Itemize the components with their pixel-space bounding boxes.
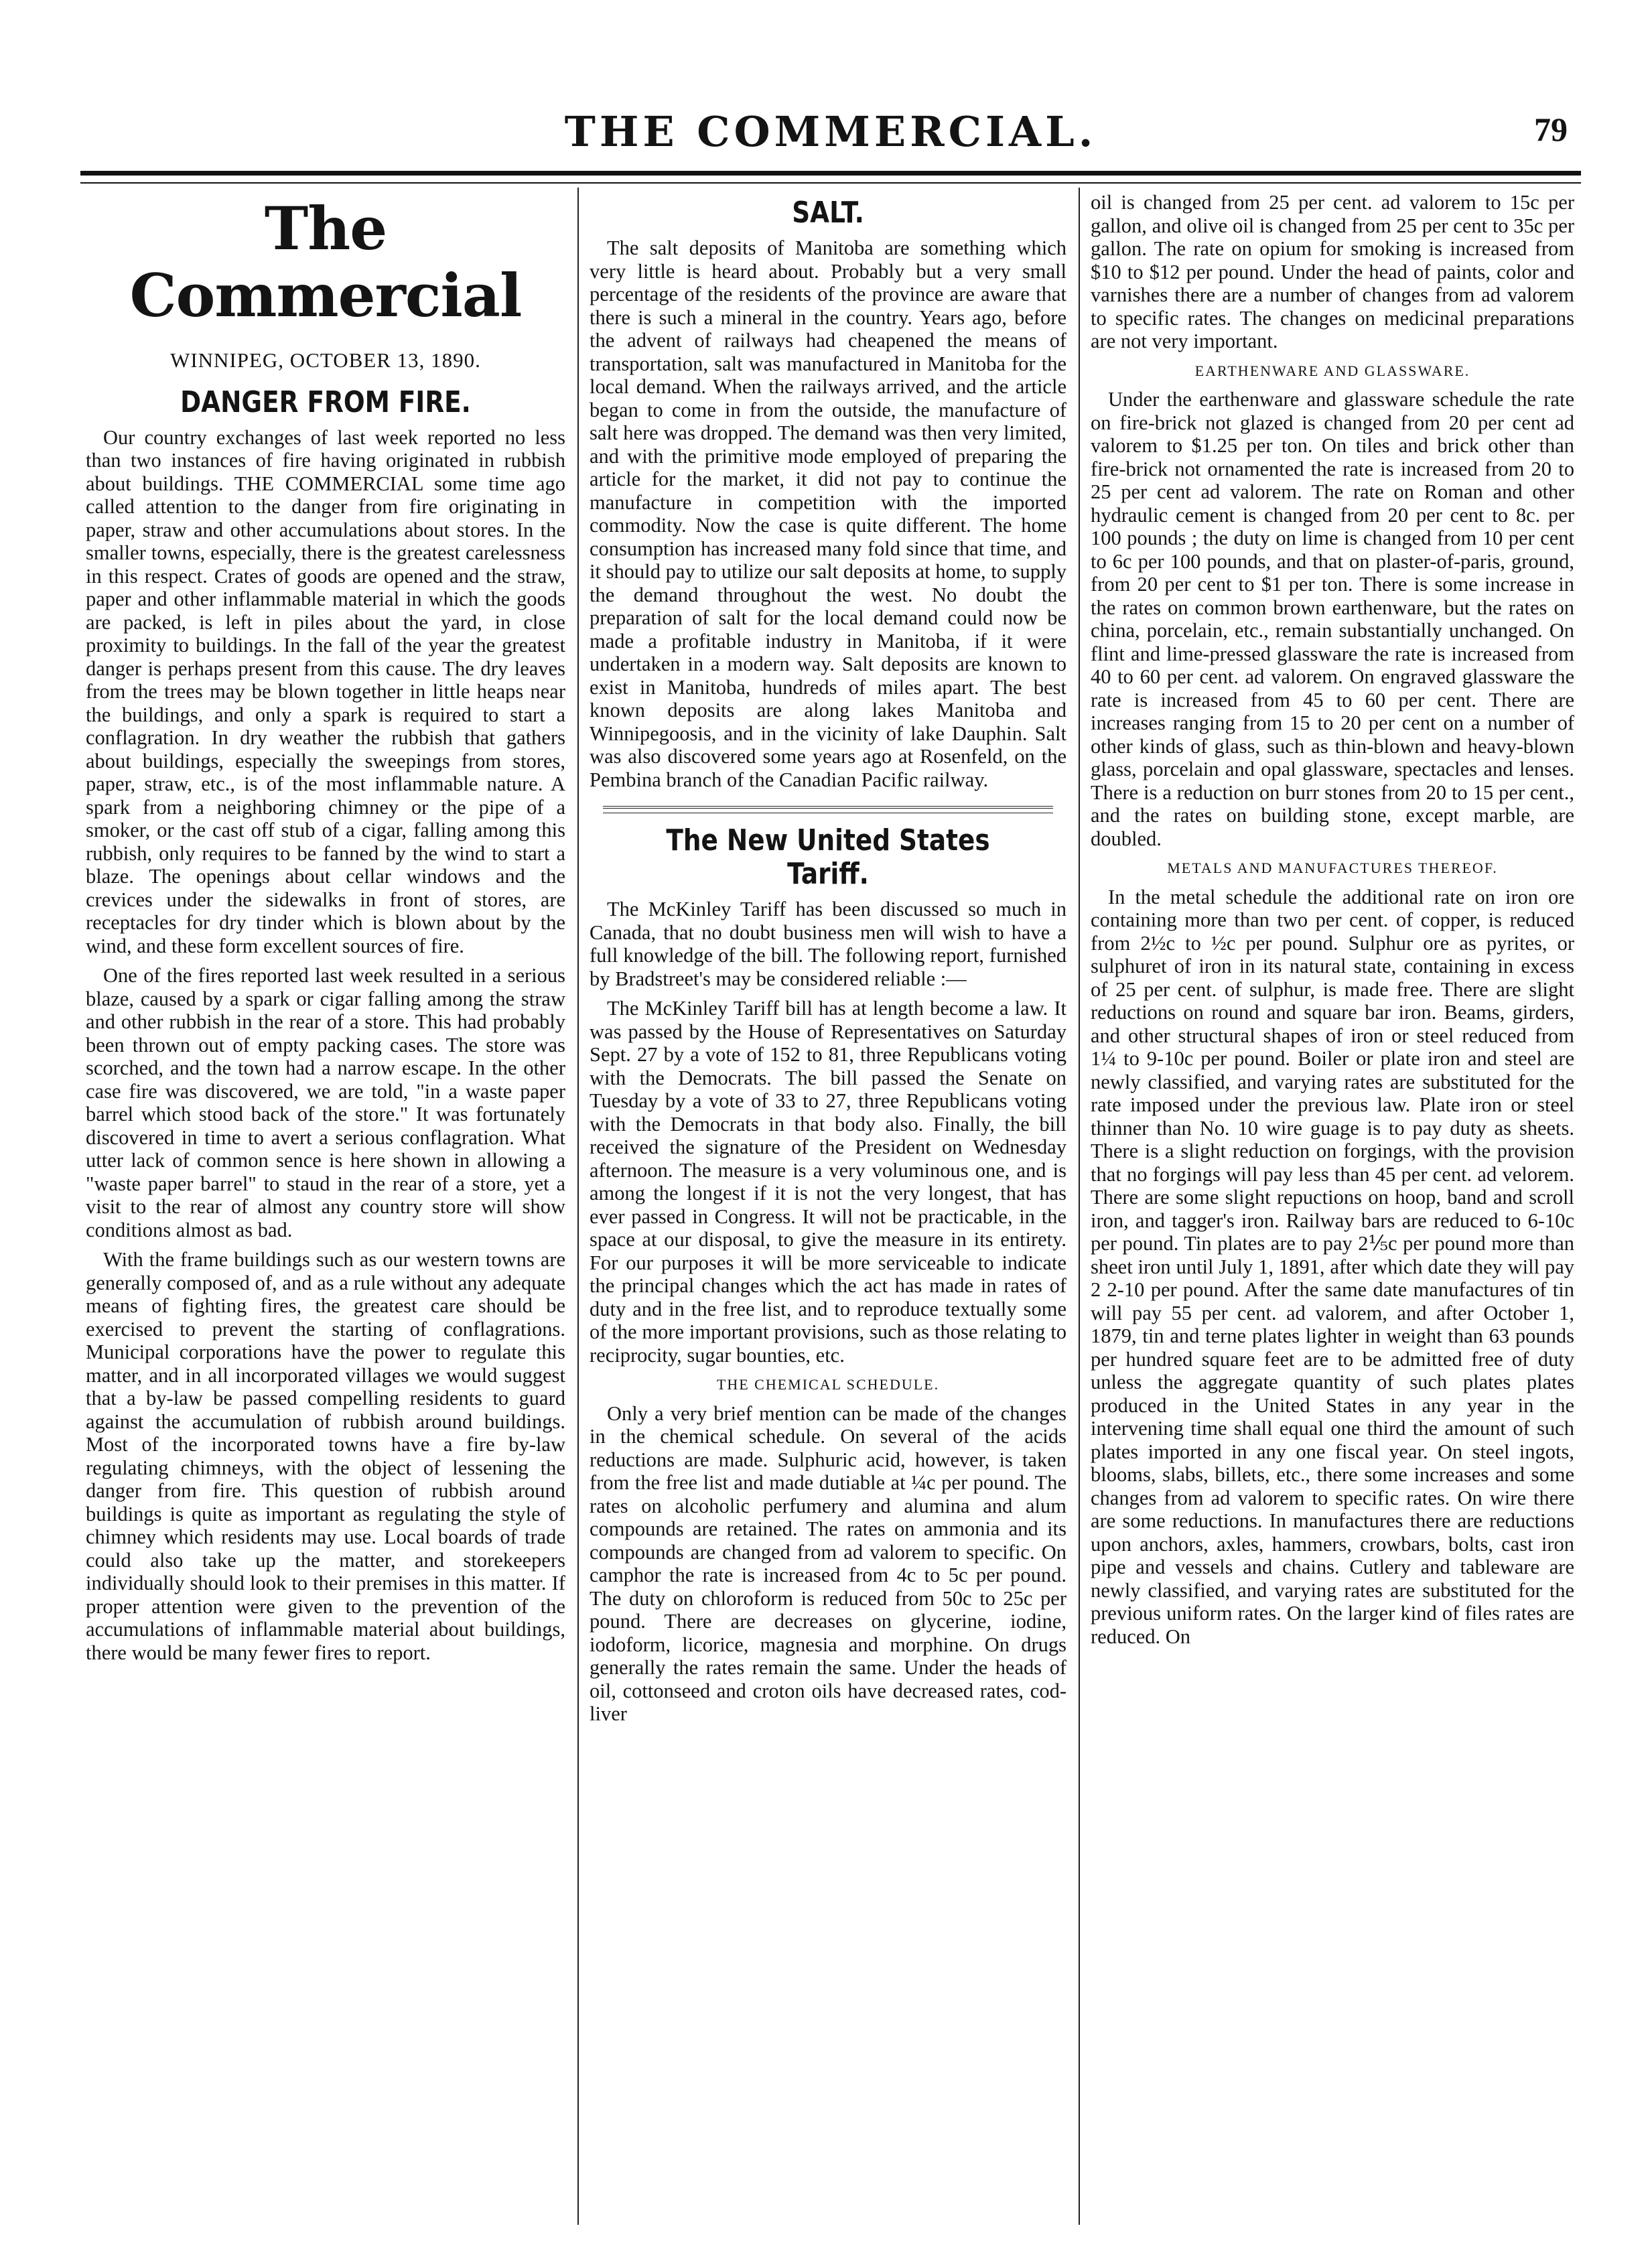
- header-rule-thin: [80, 182, 1581, 184]
- article-paragraph: The McKinley Tariff has been discussed so much in Canada, that no doubt business men will wish to have a full knowledge of the bill. The following report, furnished by Bradstreet's may be considered reliable :—: [590, 898, 1066, 990]
- column-divider: [1079, 188, 1080, 2225]
- section-subhead: THE CHEMICAL SCHEDULE.: [716, 1376, 940, 1393]
- dateline: WINNIPEG, OCTOBER 13, 1890.: [170, 348, 481, 372]
- article-paragraph: Our country exchanges of last week reported no less than two instances of fire having originated in rubbish about buildings. THE COMMERCIAL some time ago called attention to the danger from fire originating in paper, straw and other accumulations about stores. In the smaller towns, especially, there is the greatest carelessness in this respect. Crates of goods are opened and the straw, paper and other inflammable material in which the goods are packed, is left in piles about the yard, in close proximity to buildings. In the fall of the year the greatest danger is perhaps present from this cause. The dry leaves from the trees may be blown together in little heaps near the buildings, and only a spark is required to start a conflagration. In dry weather the rubbish that gathers about buildings, especially the sweepings from stores, paper, straw, etc., is of the most inflammable nature. A spark from a neighboring chimney or the pipe of a smoker, or the cast off stub of a cigar, falling among this rubbish, only requires to be fanned by the wind to start a blaze. The openings about cellar windows and the crevices under the sidewalks in front of stores, are receptacles for dry tinder which is blown about by the wind, and these form excellent sources of fire.: [86, 425, 565, 957]
- header-rule: [80, 171, 1581, 176]
- article-paragraph: Under the earthenware and glassware schedule the rate on fire-brick not glazed is changed from 20 per cent ad valorem to $1.25 per ton. On tiles and brick other than fire-brick not ornamented the rate is increased from 20 to 25 per cent ad valorem. The rate on Roman and other hydraulic cement is changed from 20 per cent to 8c. per 100 pounds ; the duty on lime is changed from 10 per cent to 6c per 100 pounds, and that on plaster-of-paris, ground, from 20 per cent to $1 per ton. There is some increase in the rates on common brown earthenware, but the rates on china, porcelain, etc., remain substantially unchanged. On flint and lime-pressed glassware the rate is increased from 40 to 60 per cent. ad valorem. On engraved glassware the rate is increased from 45 to 60 per cent. There are increases ranging from 15 to 20 per cent on a number of other kinds of glass, such as thin-blown and heavy-blown glass, porcelain and opal glassware, spectacles and lenses. There is a reduction on burr stones from 20 to 15 per cent., and the rates on building stone, except marble, are doubled.: [1091, 388, 1574, 850]
- article-paragraph: With the frame buildings such as our western towns are generally composed of, and as a rule without any adequate means of fighting fires, the greatest care should be exercised to prevent the starting of conflagrations. Municipal corporations have the power to regulate this matter, and in all incorporated villages we would suggest that a by-law be passed compelling residents to guard against the accumulation of rubbish around buildings. Most of the incorporated towns have a fire by-law regulating chimneys, with the object of lessening the danger from fire. This question of rubbish around buildings is quite as important as regulating the style of chimney which residents may use. Local boards of trade could also take up the matter, and storekeepers individually should look to their premises in this matter. If proper attention were given to the prevention of the accumulations of inflammable material about buildings, there would be many fewer fires to report.: [86, 1248, 565, 1664]
- column-divider: [577, 188, 579, 2225]
- section-subhead: EARTHENWARE AND GLASSWARE.: [1194, 362, 1470, 379]
- column-2: [590, 191, 1066, 2211]
- column-3: [1091, 191, 1574, 2211]
- page-number: 79: [1534, 111, 1568, 148]
- article-paragraph: The McKinley Tariff bill has at length become a law. It was passed by the House of Representatives on Saturday Sept. 27 by a vote of 152 to 81, three Republicans voting with the Democrats. The bill passed the Senate on Tuesday by a vote of 33 to 27, three Republicans voting with the Democrats in that body also. Finally, the bill received the signature of the President on Wednesday afternoon. The measure is a very voluminous one, and is among the longest if it is not the very longest, that has ever passed in Congress. It will not be practicable, in the space at our disposal, to give the measure in its entirety. For our purposes it will be more serviceable to indicate the principal changes which the act has made in rates of duty and in the free list, and to reproduce textually some of the more important provisions, such as those relating to reciprocity, sugar bounties, etc.: [590, 997, 1066, 1367]
- article-headline: DANGER FROM FIRE.: [180, 385, 471, 419]
- article-paragraph: In the metal schedule the additional rate on iron ore containing more than two per cent. of copper, is reduced from 2½c to ½c per pound. Sulphur ore as pyrites, or sulphuret of iron in its natural state, containing in excess of 25 per cent. of sulphur, is made free. There are slight reductions on round and square bar iron. Beams, girders, and other structural shapes of iron or steel reduced from 1¼ to 9-10c per pound. Boiler or plate iron and steel are newly classified, and varying rates are substituted for the rate imposed under the previous law. Plate iron or steel thinner than No. 10 wire guage is to pay duty as sheets. There is a slight reduction on forgings, with the provision that no forgings will pay less than 45 per cent. ad velorem. There are some slight repuctions on hoop, band and scroll iron, and tagger's iron. Railway bars are reduced to 6-10c per pound. Tin plates are to pay 2⅕c per pound more than sheet iron until July 1, 1891, after which date they will pay 2 2-10 per pound. After the same date manufactures of tin will pay 55 per cent. ad valorem, and after October 1, 1879, tin and terne plates lighter in weight than 63 pounds per hundred square feet are to be admitted free of duty unless the aggregate quantity of such plates plates produced in the United States in any year in the intervening time shall equal one third the amount of such plates imported in any one fiscal year. On steel ingots, blooms, slabs, billets, etc., there some increases and some changes from ad valorem to specific rates. On wire there are some reductions. In manufactures there are reductions upon anchors, axles, hammers, crowbars, bolts, cast iron pipe and vessels and chains. Cutlery and tableware are newly classified, and varying rates are substituted for the previous uniform rates. On the larger kind of files rates are reduced. On: [1091, 885, 1574, 1648]
- article-headline: SALT.: [792, 196, 864, 230]
- section-divider: [603, 806, 1053, 813]
- column-1: [86, 191, 565, 2211]
- article-headline: The New United States Tariff.: [666, 823, 990, 891]
- section-subhead: METALS AND MANUFACTURES THEREOF.: [1167, 860, 1498, 876]
- article-paragraph: The salt deposits of Manitoba are something which very little is heard about. Probably but a very small percentage of the residents of the province are aware that there is such a mineral in the country. Years ago, before the advent of railways had cheapened the means of transportation, salt was manufactured in Manitoba for the local demand. When the railways arrived, and the article began to come in from the outside, the manufacture of salt here was dropped. The demand was then very limited, and with the primitive mode employed of preparing the article for the market, it did not pay to continue the manufacture in competition with the imported commodity. Now the case is quite different. The home consumption has increased many fold since that time, and it should pay to utilize our salt deposits at home, to supply the demand throughout the west. No doubt the preparation of salt for the local demand could now be made a profitable industry in Manitoba, if it were undertaken in a modern way. Salt deposits are known to exist in Manitoba, hundreds of miles apart. The best known deposits are along lakes Manitoba and Winnipegoosis, and in the vicinity of lake Dauphin. Salt was also discovered some years ago at Rosenfeld, on the Pembina branch of the Canadian Pacific railway.: [590, 236, 1066, 791]
- page-header: [0, 100, 1652, 161]
- running-title: THE COMMERCIAL.: [564, 107, 1097, 156]
- article-paragraph: One of the fires reported last week resulted in a serious blaze, caused by a spark or cigar falling among the straw and other rubbish in the rear of a store. This had probably been thrown out of empty packing cases. The store was scorched, and the town had a narrow escape. In the other case fire was discovered, we are told, "in a waste paper barrel which stood back of the store." It was fortunately discovered in time to avert a serious conflagration. What utter lack of common sence is here shown in allowing a "waste paper barrel" to staud in the rear of a store, yet a visit to the rear of almost any country store will show conditions almost as bad.: [86, 964, 565, 1241]
- article-paragraph: oil is changed from 25 per cent. ad valorem to 15c per gallon, and olive oil is changed from 25 per cent to 35c per gallon. The rate on opium for smoking is increased from $10 to $12 per pound. Under the head of paints, color and varnishes there are a number of changes from ad valorem to specific rates. The changes on medicinal preparations are not very important.: [1091, 191, 1574, 352]
- paper-title: The Commercial: [129, 194, 522, 330]
- article-paragraph: Only a very brief mention can be made of the changes in the chemical schedule. On several of the acids reductions are made. Sulphuric acid, however, is taken from the free list and made dutiable at ¼c per pound. The rates on alcoholic perfumery and alumina and alum compounds are retained. The rates on ammonia and its compounds are changed from ad valorem to specific. On camphor the rate is increased from 4c to 5c per pound. The duty on chloroform is reduced from 50c to 25c per pound. There are decreases on glycerine, iodine, iodoform, licorice, magnesia and morphine. On drugs generally the rates remain the same. Under the heads of oil, cottonseed and croton oils have decreased rates, cod-liver: [590, 1401, 1066, 1725]
